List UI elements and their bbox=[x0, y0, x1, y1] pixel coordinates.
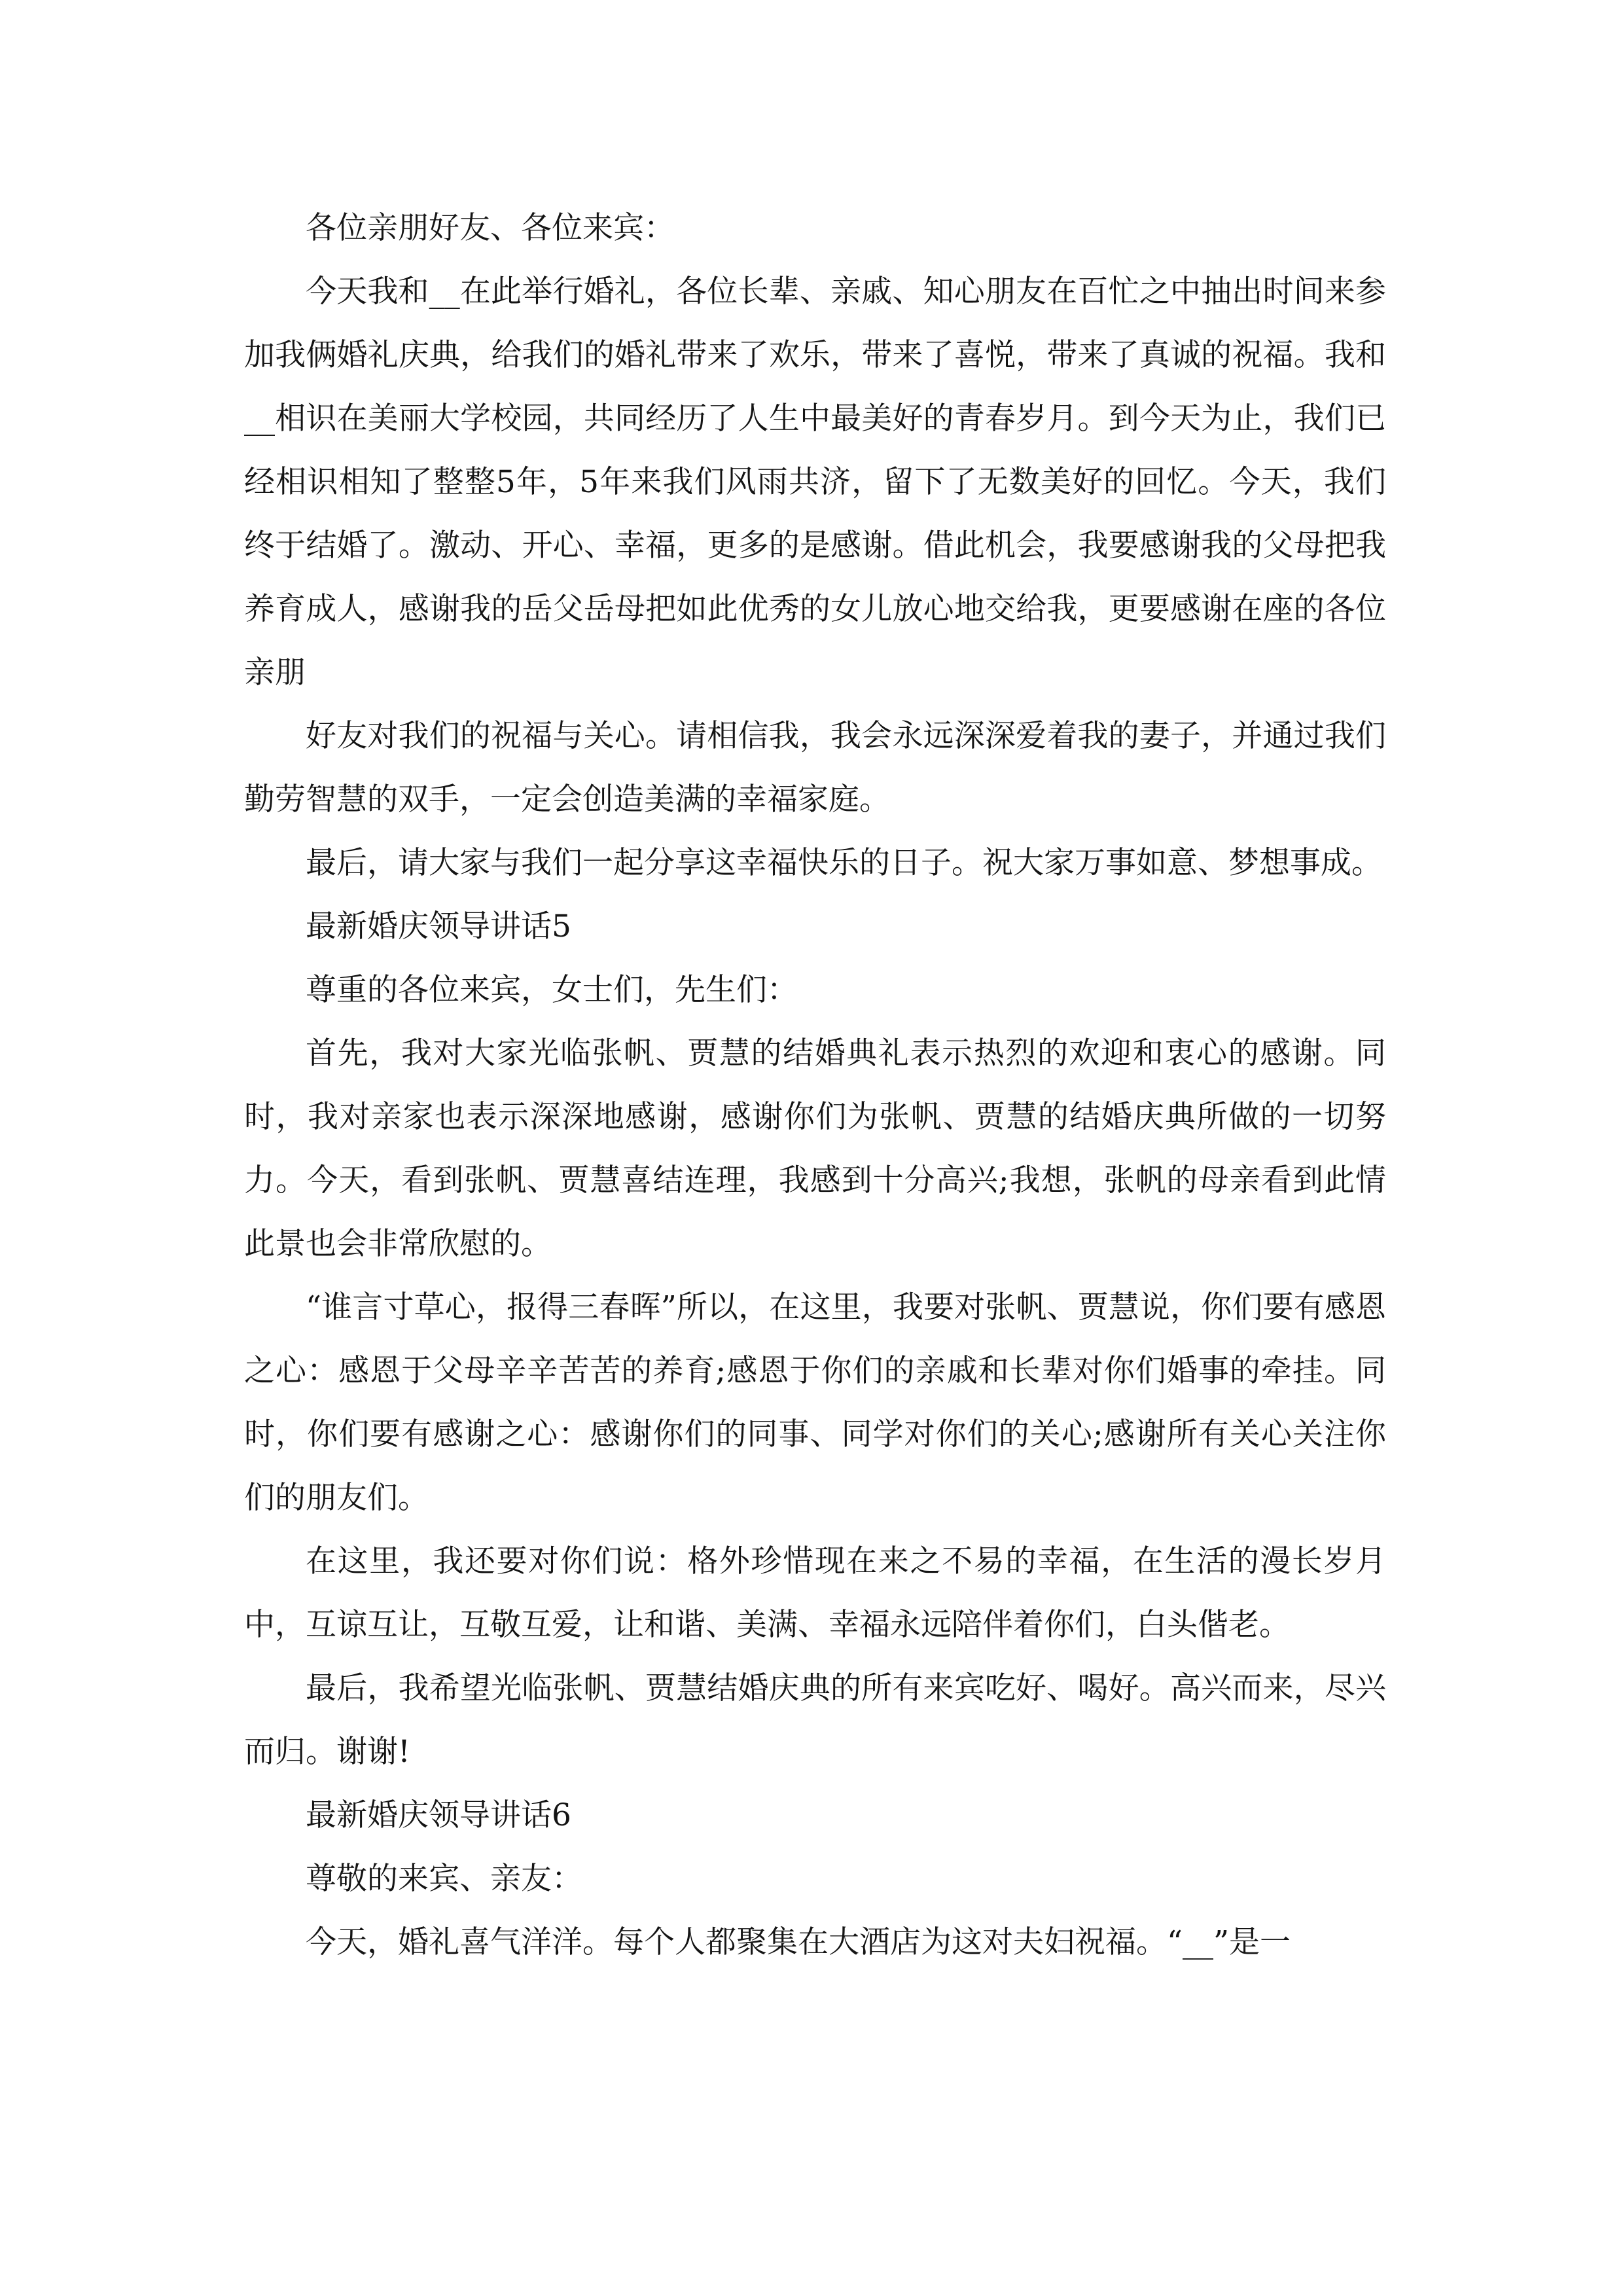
section-heading: 最新婚庆领导讲话6 bbox=[306, 1797, 571, 1833]
section-heading: 最新婚庆领导讲话5 bbox=[306, 908, 571, 944]
body-paragraph: “谁言寸草心，报得三春晖”所以，在这里，我要对张帆、贾慧说，你们要有感恩之心：感恩于父母辛辛苦苦的养育;感恩于你们的亲戚和长辈对你们婚事的牵挂。同时，你们要有感谢之心：感谢你们的同事、同学对你们的关心;感谢所有关心关注你们的朋友们。 bbox=[244, 1289, 1386, 1516]
body-paragraph: 最后，我希望光临张帆、贾慧结婚庆典的所有来宾吃好、喝好。高兴而来，尽兴而归。谢谢! bbox=[244, 1670, 1386, 1770]
body-paragraph: 好友对我们的祝福与关心。请相信我，我会永远深深爱着我的妻子，并通过我们勤劳智慧的双手，一定会创造美满的幸福家庭。 bbox=[244, 718, 1386, 817]
body-paragraph: 今天我和__在此举行婚礼，各位长辈、亲戚、知心朋友在百忙之中抽出时间来参加我俩婚礼庆典，给我们的婚礼带来了欢乐，带来了喜悦，带来了真诚的祝福。我和__相识在美丽大学校园，共同经历了人生中最美好的青春岁月。到今天为止，我们已经相识相知了整整5年，5年来我们风雨共济，留下了无数美好的回忆。今天，我们终于结婚了。激动、开心、幸福，更多的是感谢。借此机会，我要感谢我的父母把我养育成人，感谢我的岳父岳母把如此优秀的女儿放心地交给我，更要感谢在座的各位亲朋 bbox=[244, 274, 1386, 691]
salutation-paragraph: 尊重的各位来宾，女士们，先生们： bbox=[306, 972, 798, 1008]
body-paragraph: 在这里，我还要对你们说：格外珍惜现在来之不易的幸福，在生活的漫长岁月中，互谅互让，互敬互爱，让和谐、美满、幸福永远陪伴着你们，白头偕老。 bbox=[244, 1543, 1386, 1643]
document-body bbox=[244, 196, 1386, 1974]
salutation-paragraph: 尊敬的来宾、亲友： bbox=[306, 1861, 582, 1897]
body-paragraph: 首先，我对大家光临张帆、贾慧的结婚典礼表示热烈的欢迎和衷心的感谢。同时，我对亲家也表示深深地感谢，感谢你们为张帆、贾慧的结婚庆典所做的一切努力。今天，看到张帆、贾慧喜结连理，我感到十分高兴;我想，张帆的母亲看到此情此景也会非常欣慰的。 bbox=[244, 1035, 1386, 1262]
body-paragraph: 今天，婚礼喜气洋洋。每个人都聚集在大酒店为这对夫妇祝福。“__”是一 bbox=[306, 1924, 1291, 1960]
body-paragraph: 最后，请大家与我们一起分享这幸福快乐的日子。祝大家万事如意、梦想事成。 bbox=[306, 845, 1382, 881]
salutation-paragraph: 各位亲朋好友、各位来宾： bbox=[306, 210, 675, 246]
